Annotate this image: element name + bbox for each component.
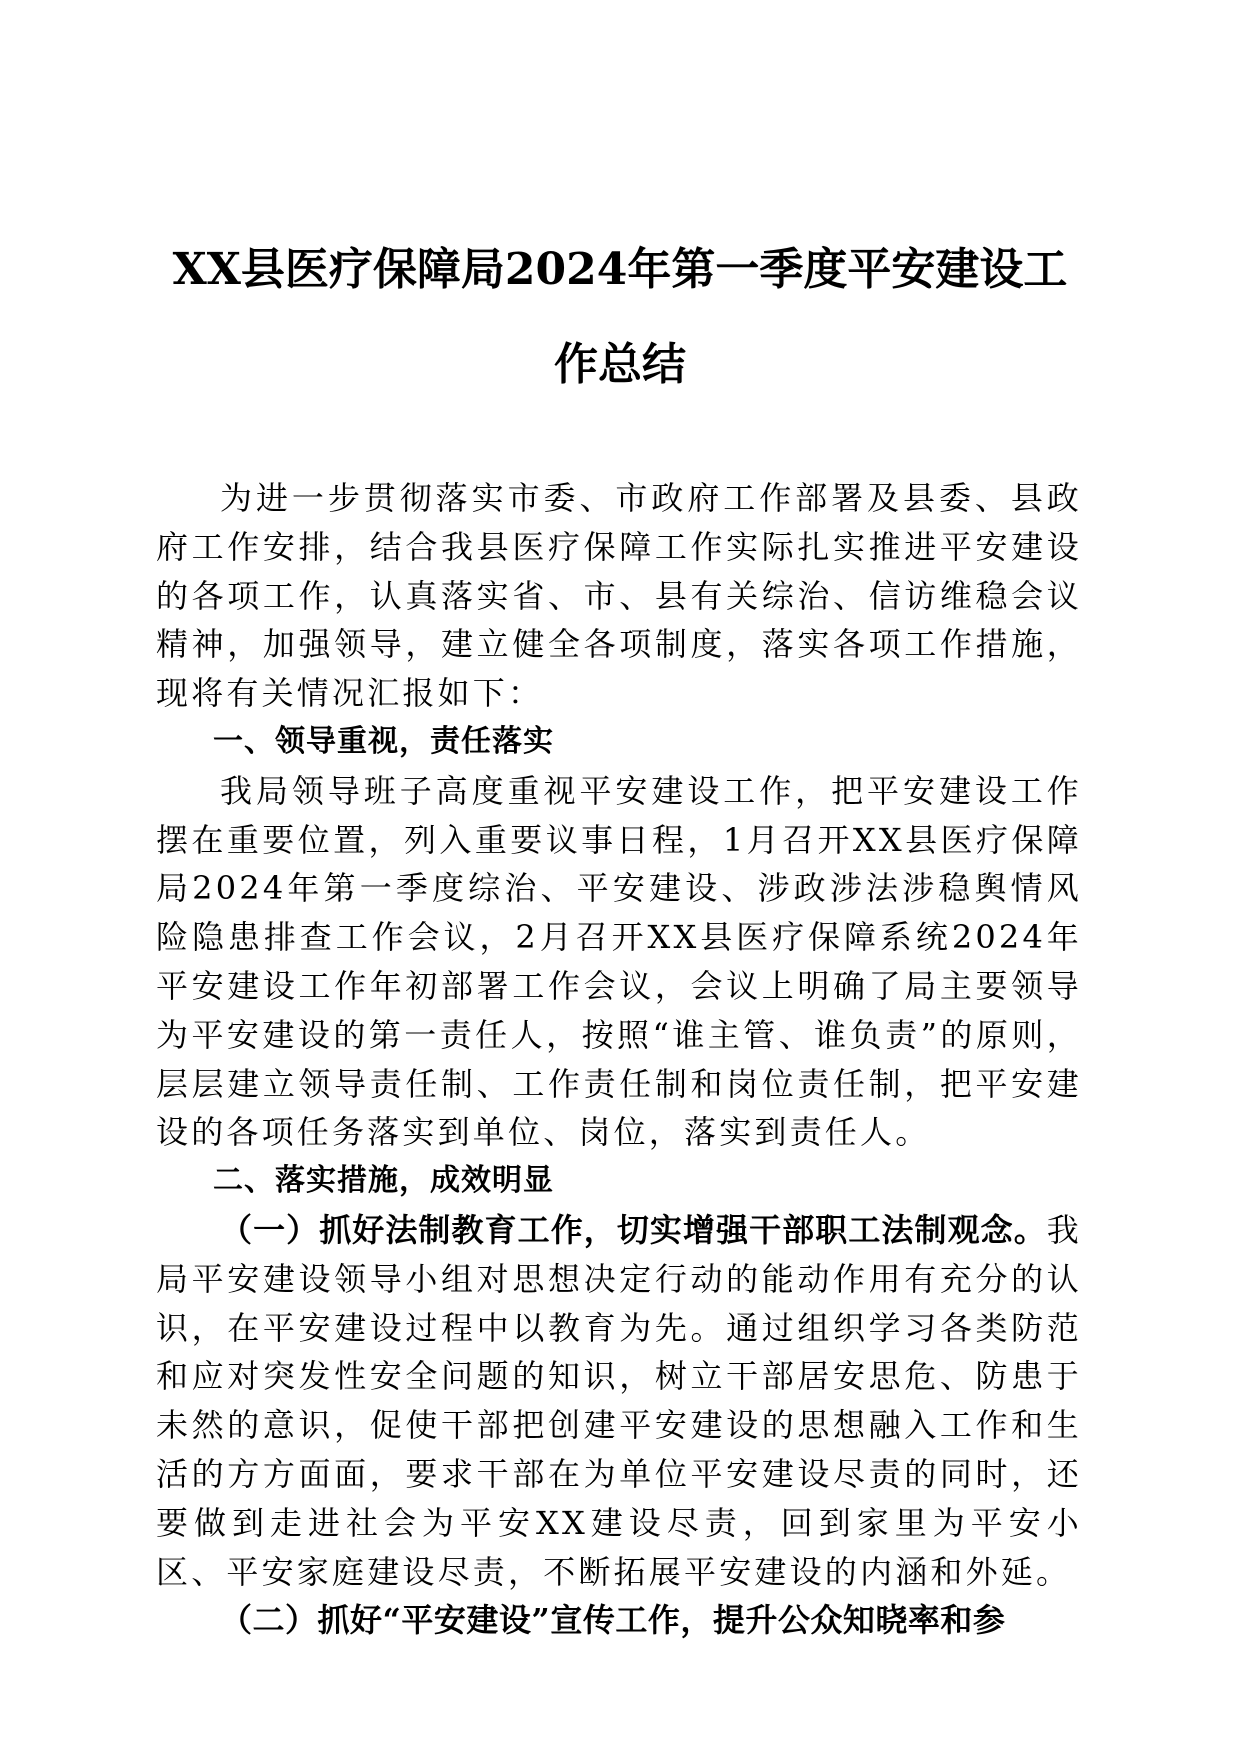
document-title bbox=[150, 222, 1090, 412]
subsection-1-paragraph bbox=[156, 1206, 1082, 1596]
subsection-2-heading: （二）抓好“平安建设”宣传工作，提升公众知晓率和参 bbox=[220, 1601, 1006, 1640]
title-line-2: 作总结 bbox=[554, 339, 686, 390]
document-body bbox=[156, 474, 1082, 1645]
section-1-paragraph: 我局领导班子高度重视平安建设工作，把平安建设工作摆在重要位置，列入重要议事日程，1月召开XX县医疗保障局2024年第一季度综治、平安建设、涉政涉法涉稳舆情风险隐患排查工作会议，2月召开XX县医疗保障系统2024年平安建设工作年初部署工作会议，会议上明确了局主要领导为平安建设的第一责任人，按照“谁主管、谁负责”的原则，层层建立领导责任制、工作责任制和岗位责任制，把平安建设的各项任务落实到单位、岗位，落实到责任人。 bbox=[156, 771, 1082, 1152]
title-line-1: XX县医疗保障局2024年第一季度平安建设工 bbox=[172, 244, 1068, 295]
subsection-1-heading: （一）抓好法制教育工作，切实增强干部职工法制观念。 bbox=[220, 1210, 1047, 1249]
intro-paragraph: 为进一步贯彻落实市委、市政府工作部署及县委、县政府工作安排，结合我县医疗保障工作实际扎实推进平安建设的各项工作，认真落实省、市、县有关综治、信访维稳会议精神，加强领导，建立健全各项制度，落实各项工作措施，现将有关情况汇报如下： bbox=[156, 479, 1082, 713]
section-1-heading: 一、领导重视，责任落实 bbox=[213, 723, 554, 759]
subsection-1-body: 我局平安建设领导小组对思想决定行动的能动作用有充分的认识，在平安建设过程中以教育为先。通过组织学习各类防范和应对突发性安全问题的知识，树立干部居安思危、防患于未然的意识，促使干部把创建平安建设的思想融入工作和生活的方方面面，要求干部在为单位平安建设尽责的同时，还要做到走进社会为平安XX建设尽责，回到家里为平安小区、平安家庭建设尽责，不断拓展平安建设的内涵和外延。 bbox=[156, 1210, 1082, 1591]
section-2-heading: 二、落实措施，成效明显 bbox=[213, 1163, 554, 1199]
